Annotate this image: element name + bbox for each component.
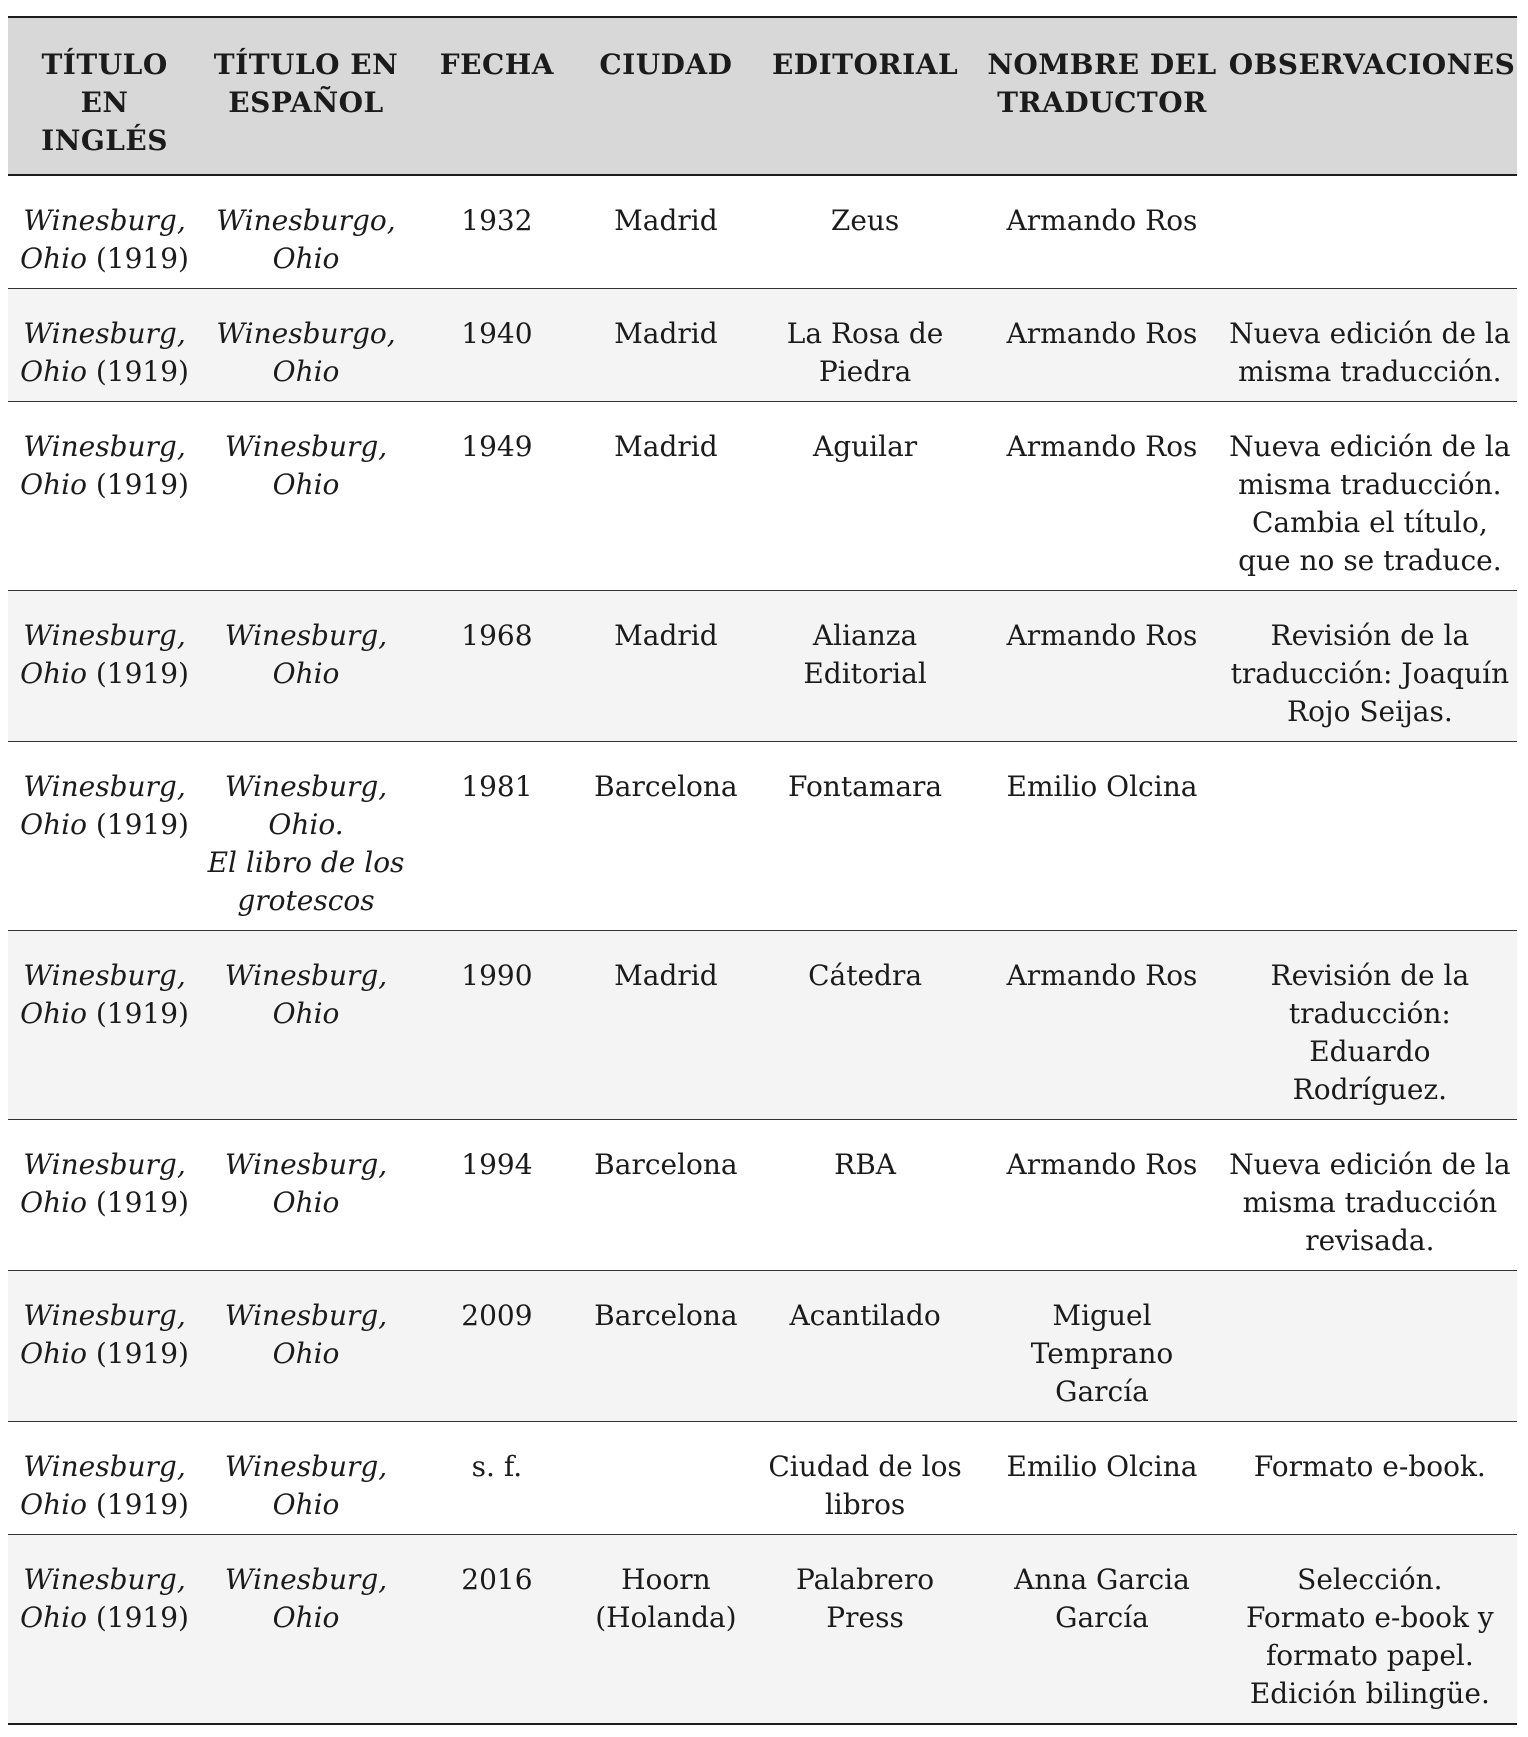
title-en-text: Winesburg, Ohio xyxy=(20,317,186,388)
cell-fecha: 1994 xyxy=(461,1148,533,1181)
observation-sentence: Cambia el título, que no se traduce. xyxy=(1238,506,1502,577)
cell-title-es xyxy=(201,1120,411,1271)
title-es-segment: Winesburg, Ohio xyxy=(224,1450,388,1521)
column-header: OBSERVACIONES xyxy=(1223,17,1517,175)
cell-title-en xyxy=(8,1535,201,1725)
title-en-text: Winesburg, Ohio xyxy=(20,430,186,501)
table-body xyxy=(8,175,1517,1724)
cell-editorial: Acantilado xyxy=(789,1299,941,1332)
cell-title-es xyxy=(201,931,411,1120)
column-header: NOMBRE DEL TRADUCTOR xyxy=(981,17,1222,175)
observation-sentence: Formato e-book y formato papel. xyxy=(1245,1601,1494,1672)
cell-title-en xyxy=(8,289,201,402)
cell-fecha: 1949 xyxy=(461,430,533,463)
title-en-text: Winesburg, Ohio xyxy=(20,1563,186,1634)
title-es-segment: Winesburg, Ohio xyxy=(224,1148,388,1219)
cell-traductor: Emilio Olcina xyxy=(1006,1450,1198,1483)
cell-title-en xyxy=(8,402,201,591)
title-es-segment: Winesburg, Ohio xyxy=(224,1563,388,1634)
cell-editorial: Palabrero Press xyxy=(796,1563,935,1634)
cell-title-es xyxy=(201,402,411,591)
title-en-year: (1919) xyxy=(95,468,189,501)
cell-title-es xyxy=(201,289,411,402)
title-en-year: (1919) xyxy=(95,997,189,1030)
cell-traductor: Armando Ros xyxy=(1006,959,1198,992)
cell-title-en xyxy=(8,175,201,289)
cell-observaciones xyxy=(1223,742,1517,931)
table-row xyxy=(8,1422,1517,1535)
cell-title-en xyxy=(8,1422,201,1535)
cell-editorial: Fontamara xyxy=(788,770,943,803)
cell-ciudad: Madrid xyxy=(614,619,718,652)
table-row xyxy=(8,591,1517,742)
title-en-year: (1919) xyxy=(95,808,189,841)
observation-sentence: Nueva edición de la misma traducción. xyxy=(1229,317,1511,388)
observation-sentence: Revisión de la traducción: Joaquín Rojo Seijas. xyxy=(1230,619,1510,728)
table-row xyxy=(8,1535,1517,1725)
cell-ciudad: Barcelona xyxy=(594,770,738,803)
column-header: EDITORIAL xyxy=(749,17,981,175)
title-en-year: (1919) xyxy=(95,1186,189,1219)
title-en-text: Winesburg, Ohio xyxy=(20,1148,186,1219)
column-header: TÍTULO EN ESPAÑOL xyxy=(201,17,411,175)
cell-ciudad: Madrid xyxy=(614,317,718,350)
cell-fecha: 2009 xyxy=(461,1299,533,1332)
cell-fecha: 1940 xyxy=(461,317,533,350)
cell-observaciones xyxy=(1223,175,1517,289)
cell-fecha: 1981 xyxy=(461,770,533,803)
translations-table xyxy=(8,16,1517,1725)
title-en-year: (1919) xyxy=(95,1337,189,1370)
cell-title-es xyxy=(201,1422,411,1535)
cell-observaciones xyxy=(1223,402,1517,591)
cell-title-es xyxy=(201,175,411,289)
cell-traductor: Armando Ros xyxy=(1006,619,1198,652)
title-es-segment: El libro de los grotescos xyxy=(207,846,405,917)
cell-editorial: Ciudad de los libros xyxy=(768,1450,962,1521)
cell-title-es xyxy=(201,591,411,742)
cell-title-en xyxy=(8,1271,201,1422)
cell-observaciones xyxy=(1223,1120,1517,1271)
cell-traductor: Armando Ros xyxy=(1006,317,1198,350)
title-es-segment: Winesburg, Ohio xyxy=(224,619,388,690)
column-header: FECHA xyxy=(411,17,583,175)
cell-observaciones xyxy=(1223,1271,1517,1422)
title-en-text: Winesburg, Ohio xyxy=(20,1450,186,1521)
title-en-text: Winesburg, Ohio xyxy=(20,770,186,841)
title-en-year: (1919) xyxy=(95,1601,189,1634)
cell-traductor: Armando Ros xyxy=(1006,204,1198,237)
observation-sentence: Selección. xyxy=(1297,1563,1443,1596)
cell-observaciones xyxy=(1223,591,1517,742)
cell-observaciones xyxy=(1223,1422,1517,1535)
title-es-segment: Winesburg, Ohio xyxy=(224,1299,388,1370)
title-es-segment: Winesburgo, Ohio xyxy=(216,317,396,388)
table-header xyxy=(8,17,1517,175)
header-row xyxy=(8,17,1517,175)
cell-traductor: Armando Ros xyxy=(1006,430,1198,463)
cell-observaciones xyxy=(1223,931,1517,1120)
observation-sentence: Nueva edición de la misma traducción revisada. xyxy=(1229,1148,1511,1257)
cell-title-es xyxy=(201,742,411,931)
cell-ciudad: Barcelona xyxy=(594,1148,738,1181)
title-en-text: Winesburg, Ohio xyxy=(20,204,186,275)
cell-editorial: Zeus xyxy=(830,204,900,237)
observation-sentence: Revisión de la traducción: Eduardo Rodríguez. xyxy=(1270,959,1470,1106)
cell-traductor: Armando Ros xyxy=(1006,1148,1198,1181)
cell-editorial: Aguilar xyxy=(812,430,918,463)
cell-traductor: Emilio Olcina xyxy=(1006,770,1198,803)
cell-title-en xyxy=(8,931,201,1120)
cell-ciudad: Hoorn (Holanda) xyxy=(595,1563,737,1634)
observation-sentence: Nueva edición de la misma traducción. xyxy=(1229,430,1511,501)
table-row xyxy=(8,1120,1517,1271)
cell-title-es xyxy=(201,1271,411,1422)
column-header: CIUDAD xyxy=(583,17,749,175)
observation-sentence: Formato e-book. xyxy=(1253,1450,1486,1483)
title-es-segment: Winesburg, Ohio xyxy=(224,430,388,501)
title-en-year: (1919) xyxy=(95,1488,189,1521)
title-en-year: (1919) xyxy=(95,242,189,275)
cell-editorial: La Rosa de Piedra xyxy=(786,317,944,388)
cell-observaciones xyxy=(1223,1535,1517,1725)
table-row xyxy=(8,402,1517,591)
cell-ciudad: Madrid xyxy=(614,204,718,237)
title-es-segment: Winesburgo, Ohio xyxy=(216,204,396,275)
title-en-text: Winesburg, Ohio xyxy=(20,1299,186,1370)
column-header: TÍTULO EN INGLÉS xyxy=(8,17,201,175)
cell-fecha: s. f. xyxy=(471,1450,523,1483)
table-row xyxy=(8,742,1517,931)
cell-title-es xyxy=(201,1535,411,1725)
cell-title-en xyxy=(8,742,201,931)
cell-observaciones xyxy=(1223,289,1517,402)
observation-sentence: Edición bilingüe. xyxy=(1249,1677,1490,1710)
cell-fecha: 1990 xyxy=(461,959,533,992)
cell-title-en xyxy=(8,1120,201,1271)
table-row xyxy=(8,175,1517,289)
cell-fecha: 1968 xyxy=(461,619,533,652)
cell-editorial: Alianza Editorial xyxy=(803,619,927,690)
cell-ciudad: Madrid xyxy=(614,430,718,463)
title-en-text: Winesburg, Ohio xyxy=(20,959,186,1030)
table-row xyxy=(8,931,1517,1120)
title-es-segment: Winesburg, Ohio xyxy=(224,959,388,1030)
cell-ciudad: Barcelona xyxy=(594,1299,738,1332)
cell-fecha: 1932 xyxy=(461,204,533,237)
table-row xyxy=(8,1271,1517,1422)
cell-ciudad: Madrid xyxy=(614,959,718,992)
title-en-text: Winesburg, Ohio xyxy=(20,619,186,690)
cell-editorial: Cátedra xyxy=(808,959,923,992)
cell-fecha: 2016 xyxy=(461,1563,533,1596)
cell-ciudad xyxy=(583,1422,749,1535)
title-es-segment: Winesburg, Ohio. xyxy=(224,770,388,841)
table-row xyxy=(8,289,1517,402)
title-en-year: (1919) xyxy=(95,355,189,388)
cell-traductor: Anna Garcia García xyxy=(1014,1563,1190,1634)
cell-traductor: Miguel Temprano García xyxy=(1030,1299,1174,1408)
cell-title-en xyxy=(8,591,201,742)
title-en-year: (1919) xyxy=(95,657,189,690)
cell-editorial: RBA xyxy=(834,1148,897,1181)
